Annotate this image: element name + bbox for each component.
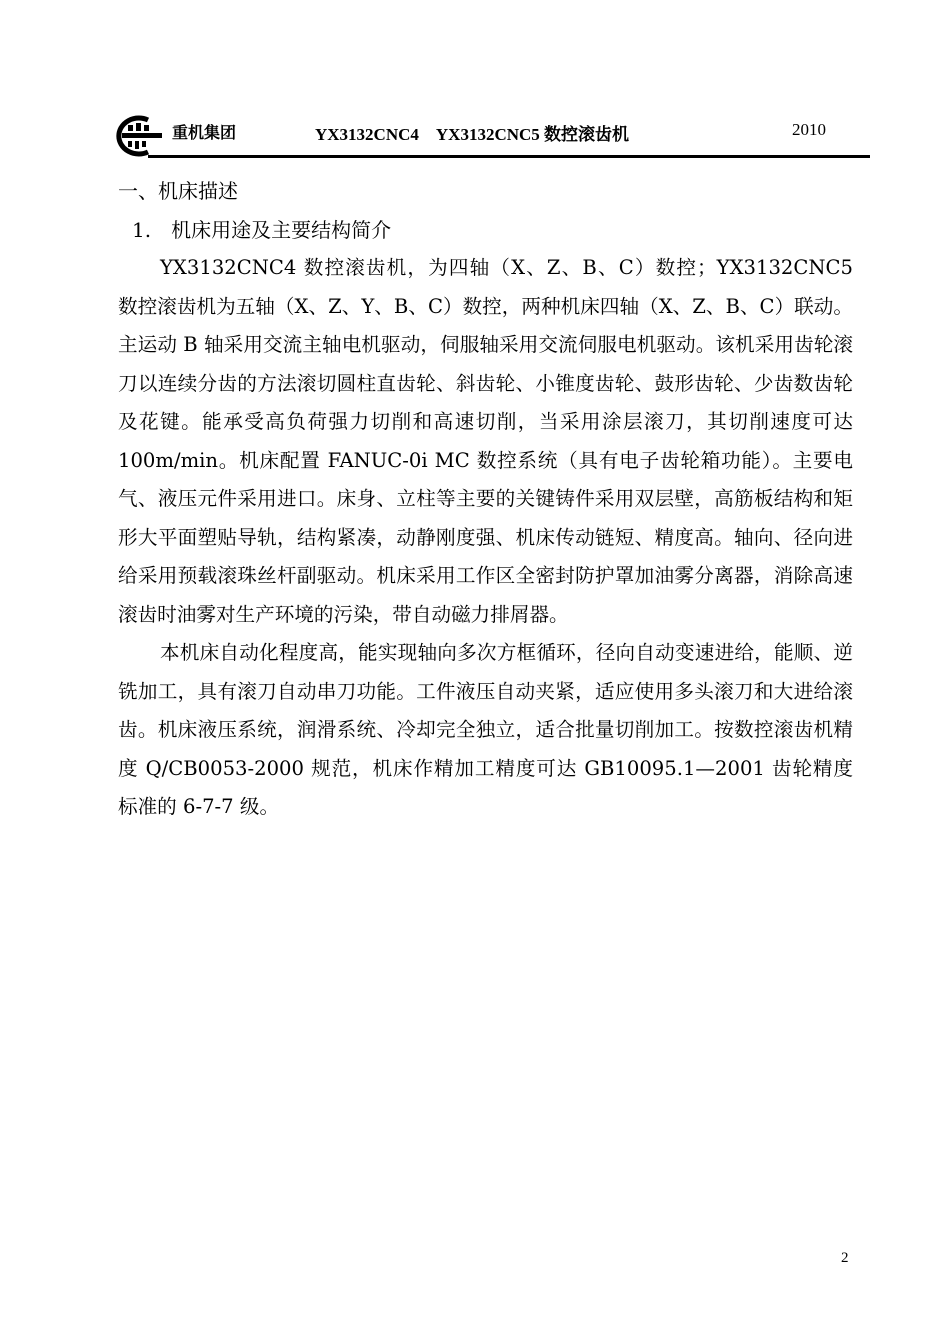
company-logo-icon bbox=[108, 112, 166, 160]
page-header bbox=[108, 110, 872, 162]
document-title: YX3132CNC4 YX3132CNC5 数控滚齿机 bbox=[315, 125, 630, 144]
paragraph-2: 本机床自动化程度高，能实现轴向多次方框循环，径向自动变速进给，能顺、逆铣加工，具有滚刀自动串刀功能。工件液压自动夹紧，适应使用多头滚刀和大进给滚齿。机床液压系统，润滑系统、冷却完全独立，适合批量切削加工。按数控滚齿机精度 Q/CB0053-2000 规范，机床作精加工精度可达 GB10095.1—2001 齿轮精度标准的 6-7-7 级。 bbox=[118, 641, 853, 818]
page-number: 2 bbox=[841, 1250, 849, 1266]
company-name: 重机集团 bbox=[172, 123, 237, 142]
section-heading: 一、机床描述 bbox=[118, 179, 238, 203]
sub-heading: 1. 机床用途及主要结构简介 bbox=[132, 217, 392, 242]
paragraph-1: YX3132CNC4 数控滚齿机，为四轴（X、Z、B、C）数控；YX3132CNC5 数控滚齿机为五轴（X、Z、Y、B、C）数控，两种机床四轴（X、Z、B、C）联动。主运动 B 轴采用交流主轴电机驱动，伺服轴采用交流伺服电机驱动。该机采用齿轮滚刀以连续分齿的方法滚切圆柱直齿轮、斜齿轮、小锥度齿轮、鼓形齿轮、少齿数齿轮及花键。能承受高负荷强力切削和高速切削，当采用涂层滚刀，其切削速度可达 100m/min。机床配置 FANUC-0i MC 数控系统（具有电子齿轮箱功能）。主要电气、液压元件采用进口。床身、立柱等主要的关键铸件采用双层壁，高筋板结构和矩形大平面塑贴导轨，结构紧凑，动静刚度强、机床传动链短、精度高。轴向、径向进给采用预载滚珠丝杆副驱动。机床采用工作区全密封防护罩加油雾分离器，消除高速滚齿时油雾对生产环境的污染，带自动磁力排屑器。 bbox=[118, 256, 853, 626]
document-year: 2010 bbox=[792, 120, 826, 139]
header-divider bbox=[148, 155, 870, 158]
document-body bbox=[118, 172, 853, 827]
